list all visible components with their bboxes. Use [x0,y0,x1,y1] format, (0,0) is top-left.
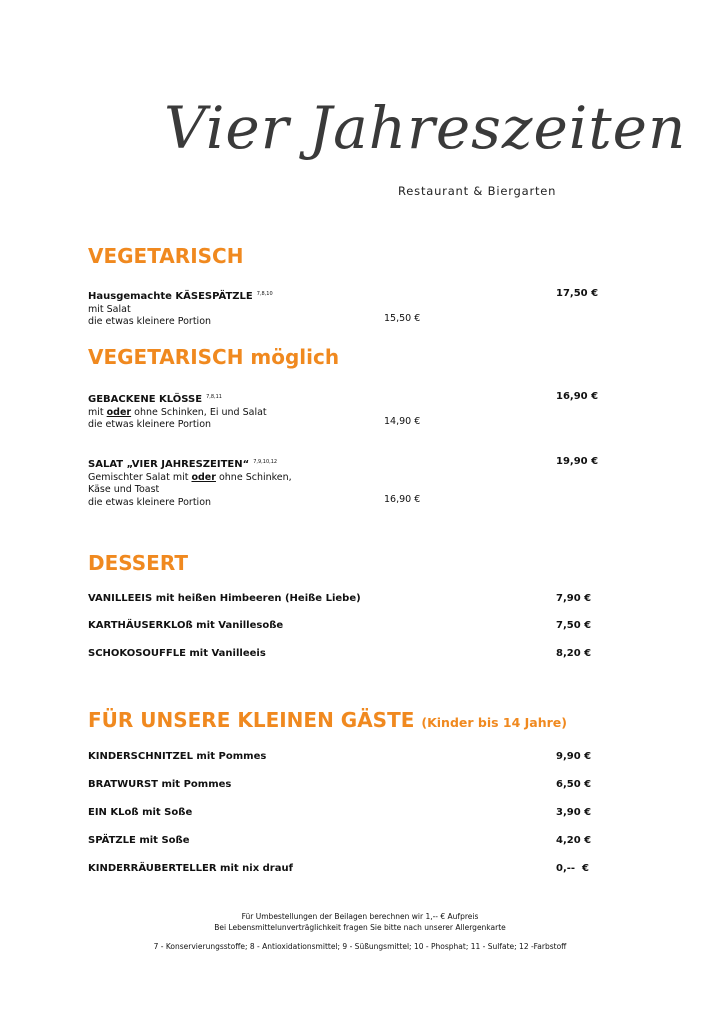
item-name: GEBACKENE KLÖSSE [88,394,203,406]
allergen-codes: 7,9,10,12 [253,459,278,465]
item-name: Hausgemachte KÄSESPÄTZLE [88,291,253,303]
small-portion-price: 14,90 € [384,416,421,427]
item-description: Gemischter Salat mit oder ohne Schinken, [88,471,292,483]
item-price: 7,50 € [556,620,592,631]
item-price: 4,20 € [556,835,592,846]
item-name: VANILLEEIS mit heißen Himbeeren (Heiße Liebe) [88,593,361,604]
item-price: 3,90 € [556,807,592,818]
menu-item [88,288,273,329]
item-price: 17,50 € [556,288,599,299]
small-portion-label: die etwas kleinere Portion [88,316,212,328]
footer-allergen-legend: 7 - Konservierungsstoffe; 8 - Antioxidationsmittel; 9 - Süßungsmittel; 10 - Phosphat; 11 - Sulfate; 12 -Farbstoff [153,942,567,951]
item-description: mit oder ohne Schinken, Ei und Salat [88,406,267,418]
section-subtitle-kinder: (Kinder bis 14 Jahre) [421,715,567,730]
small-portion-label: die etwas kleinere Portion [88,419,212,431]
allergen-codes: 7,8,10 [256,291,273,297]
item-description-2: Käse und Toast [88,484,160,496]
restaurant-logo [160,58,687,198]
menu-item [88,456,292,509]
item-price: 0,-- € [556,863,589,874]
item-price: 7,90 € [556,593,592,604]
item-name: EIN KLoß mit Soße [88,807,193,818]
small-portion-price: 15,50 € [384,313,421,324]
section-title-vegetarisch-moeglich: VEGETARISCH möglich [88,345,340,369]
section-title-kinder-text: FÜR UNSERE KLEINEN GÄSTE [88,708,415,732]
menu-item [88,391,267,432]
item-price: 6,50 € [556,779,592,790]
footer-note-surcharge: Für Umbestellungen der Beilagen berechnen wir 1,-- € Aufpreis [241,912,479,921]
item-name: SCHOKOSOUFFLE mit Vanilleeis [88,648,266,659]
item-name: KARTHÄUSERKLOß mit Vanillesoße [88,620,284,631]
item-name: SPÄTZLE mit Soße [88,835,190,846]
item-name: KINDERSCHNITZEL mit Pommes [88,751,267,762]
allergen-codes: 7,8,11 [206,394,222,400]
item-price: 19,90 € [556,456,599,467]
small-portion-price: 16,90 € [384,494,421,505]
item-name: KINDERRÄUBERTELLER mit nix drauf [88,863,293,874]
item-price: 9,90 € [556,751,592,762]
item-name: BRATWURST mit Pommes [88,779,232,790]
restaurant-subtitle: Restaurant & Biergarten [398,184,557,198]
logo-text: Vier Jahreszeiten [164,94,687,162]
item-name: SALAT „VIER JAHRESZEITEN“ [88,459,250,471]
section-title-dessert: DESSERT [88,551,188,575]
item-description: mit Salat [88,303,131,315]
footer-note-allergy: Bei Lebensmittelunverträglichkeit fragen Sie bitte nach unserer Allergenkarte [214,923,506,932]
small-portion-label: die etwas kleinere Portion [88,496,212,508]
section-title-vegetarisch: VEGETARISCH [88,244,244,268]
section-title-kinder [88,708,567,732]
item-price: 16,90 € [556,391,599,402]
item-price: 8,20 € [556,648,592,659]
